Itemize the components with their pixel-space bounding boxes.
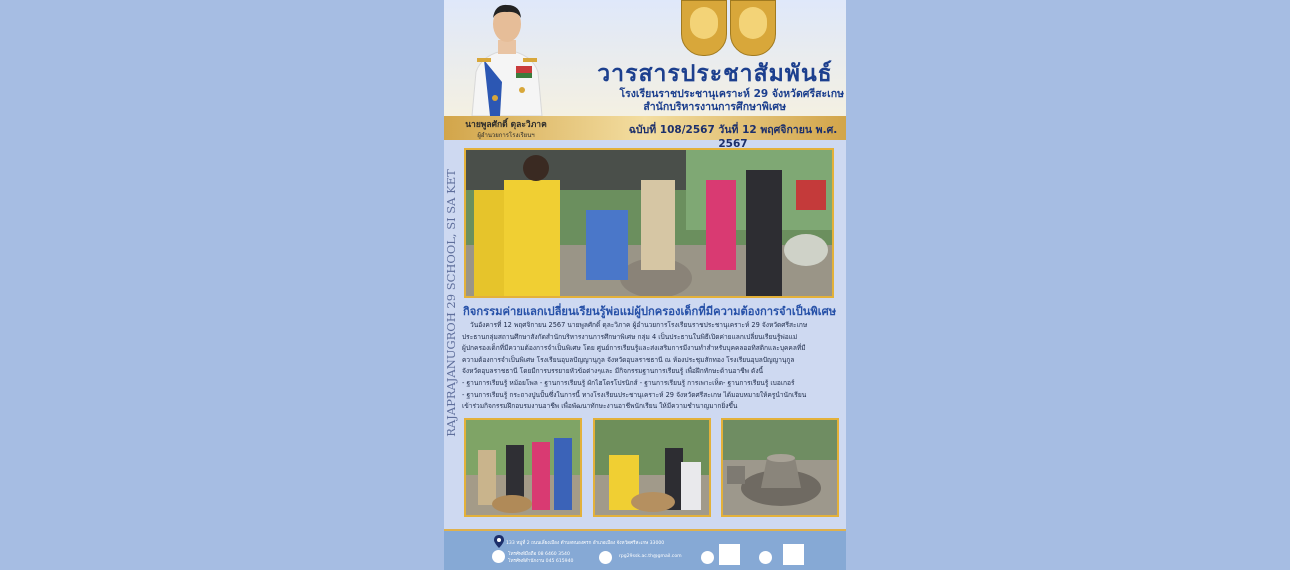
school-name: โรงเรียนราชประชานุเคราะห์ 29 จังหวัดศรีสะเกษ [619, 88, 844, 100]
photo-1 [464, 418, 582, 517]
article-line: - ฐานการเรียนรู้ หม้อยโพล - ฐานการเรียนรู้ ผักไฮโดรโปรนิกส์ - ฐานการเรียนรู้ การเพาะเห็ด- ฐานการเรียนรู้ เบอเกอร์ [462, 378, 795, 387]
qr-code-icon [719, 544, 740, 565]
footer [444, 529, 846, 570]
director-portrait [462, 2, 552, 116]
footer-address: 133 หมู่ที่ 2 ถนนเลี่ยงเมือง ตำบลหนองครก อำเภอเมือง จังหวัดศรีสะเกษ 33000 [506, 541, 665, 546]
article-line: วันอังคารที่ 12 พฤศจิกายน 2567 นายพูลศักดิ์ ดุละวิภาค ผู้อำนวยการโรงเรียนราชประชานุเคราะห์ 29 จังหวัดศรีสะเกษ [470, 321, 808, 329]
issue-number: ฉบับที่ 108/2567 วันที่ 12 พฤศจิกายน พ.ศ. 2567 [628, 124, 838, 150]
footer-email: rpg29ssk.ac.th@gmail.com [619, 554, 682, 559]
header [444, 0, 846, 116]
seal-right-icon [730, 0, 776, 56]
article-line: จังหวัดอุบลราชธานี โดยมีการบรรยายหัวข้อต่างๆและ มีกิจกรรมฐานการเรียนรู้ เพื่อฝึกทักษะด้านอาชีพ ดังนี้ [462, 367, 764, 376]
article-headline: กิจกรรมค่ายแลกเปลี่ยนเรียนรู้พ่อแม่ผู้ปกครองเด็กที่มีความต้องการจำเป็นพิเศษ [463, 305, 837, 318]
newsletter-title: วารสารประชาสัมพันธ์ [597, 60, 833, 87]
web-icon [701, 551, 714, 564]
article-line: เข้าร่วมกิจกรรมฝึกอบรมงานอาชีพ เพื่อพัฒนาทักษะงานอาชีพนักเรียน ให้มีความชำนาญมากยิ่งขึ้น [462, 402, 738, 411]
phone-icon [492, 550, 505, 563]
article-body [462, 320, 842, 413]
article-line: ประธานกลุ่มสถานศึกษาสังกัดสำนักบริหารงานการศึกษาพิเศษ กลุ่ม 4 เป็นประธานในพิธีเปิดค่ายแลกเปลี่ยนเรียนรู้พ่อแม่ [462, 332, 798, 341]
office-name: สำนักบริหารงานการศึกษาพิเศษ [643, 101, 786, 113]
qr-code-icon [783, 544, 804, 565]
seal-left-icon [681, 0, 727, 56]
facebook-icon [759, 551, 772, 564]
article-line: ความต้องการจำเป็นพิเศษ โรงเรียนอุบลปัญญานุกูล จังหวัดอุบลราชธานี ณ ห้องประชุมสักทอง โรงเรียนอุบลปัญญานุกูล [462, 355, 795, 364]
article-line: - ฐานการเรียนรู้ กระถางปูนปั้นซึ่งในการนี้ ทางโรงเรียนประชานุเคราะห์ 29 จังหวัดศรีสะเกษ ได้มอบหมายให้ครูนำนักเรียน [462, 390, 807, 399]
email-icon [599, 551, 612, 564]
article-line: ผู้ปกครองเด็กที่มีความต้องการจำเป็นพิเศษ โดย ศูนย์การเรียนรู้และส่งเสริมการมีงานทำสำหรับบุคคลออทิสติกและบุคคลที่มี [462, 344, 806, 353]
footer-phone-office: โทรศัพท์สำนักงาน 045 615940 [508, 559, 574, 564]
footer-phone-mobile: โทรศัพท์มือถือ 08 6460 3540 [508, 552, 570, 557]
photo-2 [593, 418, 711, 517]
location-icon [494, 535, 504, 548]
main-photo [464, 148, 834, 298]
director-name: นายพูลศักดิ์ ดุละวิภาค [465, 120, 547, 130]
director-role: ผู้อำนวยการโรงเรียนฯ [477, 132, 535, 139]
newsletter-poster [444, 0, 846, 570]
vertical-school-label: RAJAPRAJANUGROH 29 SCHOOL, SI SA KET [444, 169, 458, 437]
photo-3 [721, 418, 839, 517]
